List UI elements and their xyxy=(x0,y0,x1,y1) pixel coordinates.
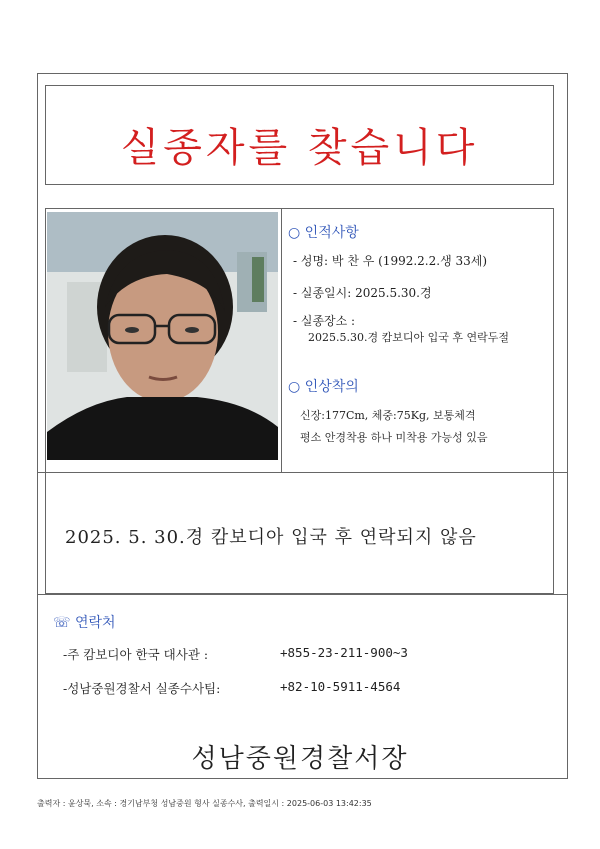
contact-phone-embassy: +855-23-211-900~3 xyxy=(280,645,408,660)
print-footer: 출력자 : 윤상묵, 소속 : 경기남부청 성남중원 형사 실종수사, 출력일시 : 2025-06-03 13:42:35 xyxy=(37,799,372,808)
contact-phone-police: +82-10-5911-4564 xyxy=(280,679,401,694)
vertical-divider xyxy=(281,208,282,472)
poster-title: 실종자를 찾습니다 xyxy=(120,125,479,171)
contact-divider xyxy=(37,594,568,595)
missing-place-value: 2025.5.30.경 캄보디아 입국 후 연락두절 xyxy=(308,331,509,344)
issuer-signature: 성남중원경찰서장 xyxy=(191,744,409,774)
person-photo-illustration xyxy=(47,212,278,460)
identity-heading: ○ 인적사항 xyxy=(288,225,359,241)
missing-date-line: - 실종일시: 2025.5.30.경 xyxy=(293,286,432,300)
appearance-line-1: 신장:177Cm, 체중:75Kg, 보통체격 xyxy=(300,409,476,422)
missing-person-photo xyxy=(47,212,278,460)
horizontal-divider xyxy=(37,472,568,473)
missing-place-label: - 실종장소 : xyxy=(293,314,356,328)
appearance-line-2: 평소 안경착용 하나 미착용 가능성 있음 xyxy=(300,431,488,444)
contact-heading: ☏ 연락처 xyxy=(53,615,116,631)
contact-label-police: -성남중원경찰서 실종수사팀: xyxy=(63,681,221,696)
summary-text: 2025. 5. 30.경 캄보디아 입국 후 연락되지 않음 xyxy=(65,527,477,548)
name-line: - 성명: 박 찬 우 (1992.2.2.생 33세) xyxy=(293,254,488,268)
title-box xyxy=(45,85,554,185)
appearance-heading: ○ 인상착의 xyxy=(288,379,359,395)
contact-label-embassy: -주 캄보디아 한국 대사관 : xyxy=(63,647,209,662)
